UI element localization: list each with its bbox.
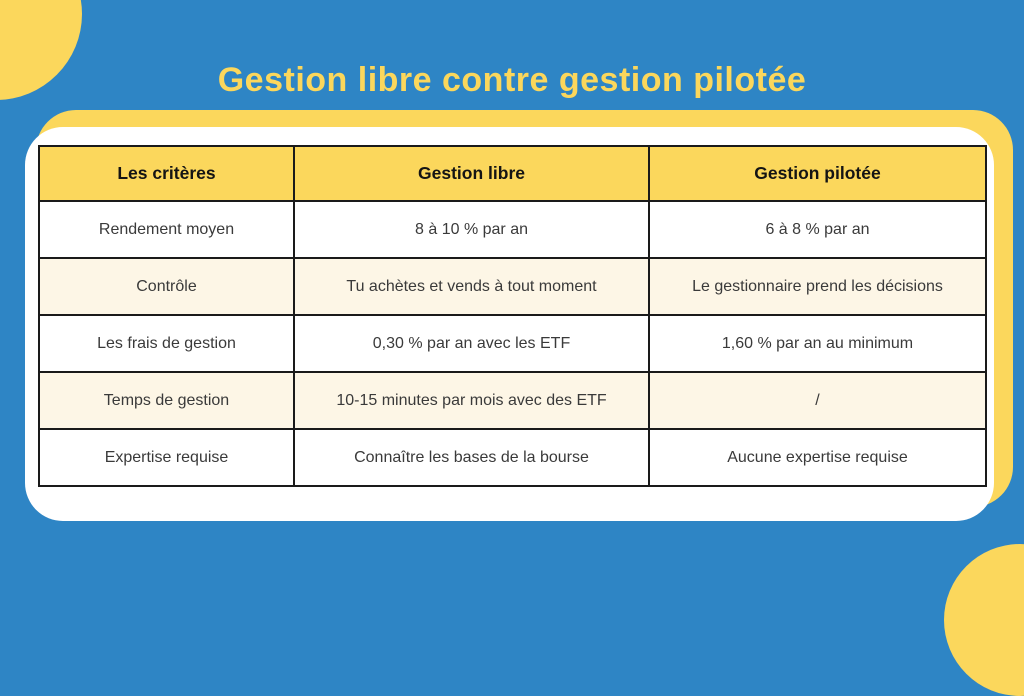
column-header-gestion-libre: Gestion libre	[294, 146, 649, 201]
column-header-criteria: Les critères	[39, 146, 294, 201]
table-row	[39, 429, 986, 486]
comparison-table	[38, 145, 987, 487]
table-row	[39, 258, 986, 315]
table-cell: 10-15 minutes par mois avec des ETF	[294, 372, 649, 429]
table-row	[39, 201, 986, 258]
table-cell: Rendement moyen	[39, 201, 294, 258]
column-header-gestion-pilotee: Gestion pilotée	[649, 146, 986, 201]
table-cell: 8 à 10 % par an	[294, 201, 649, 258]
table-cell: 6 à 8 % par an	[649, 201, 986, 258]
table-cell: 1,60 % par an au minimum	[649, 315, 986, 372]
table-cell: Les frais de gestion	[39, 315, 294, 372]
table-cell: Expertise requise	[39, 429, 294, 486]
decorative-circle-bottom-right	[944, 544, 1024, 696]
table-cell: Tu achètes et vends à tout moment	[294, 258, 649, 315]
table-cell: Contrôle	[39, 258, 294, 315]
page-title: Gestion libre contre gestion pilotée	[217, 60, 807, 99]
table-cell: Connaître les bases de la bourse	[294, 429, 649, 486]
table-cell: /	[649, 372, 986, 429]
table-row	[39, 372, 986, 429]
table-row	[39, 315, 986, 372]
table-header-row	[39, 146, 986, 201]
table-cell: Le gestionnaire prend les décisions	[649, 258, 986, 315]
table-cell: Temps de gestion	[39, 372, 294, 429]
table-cell: 0,30 % par an avec les ETF	[294, 315, 649, 372]
table-cell: Aucune expertise requise	[649, 429, 986, 486]
